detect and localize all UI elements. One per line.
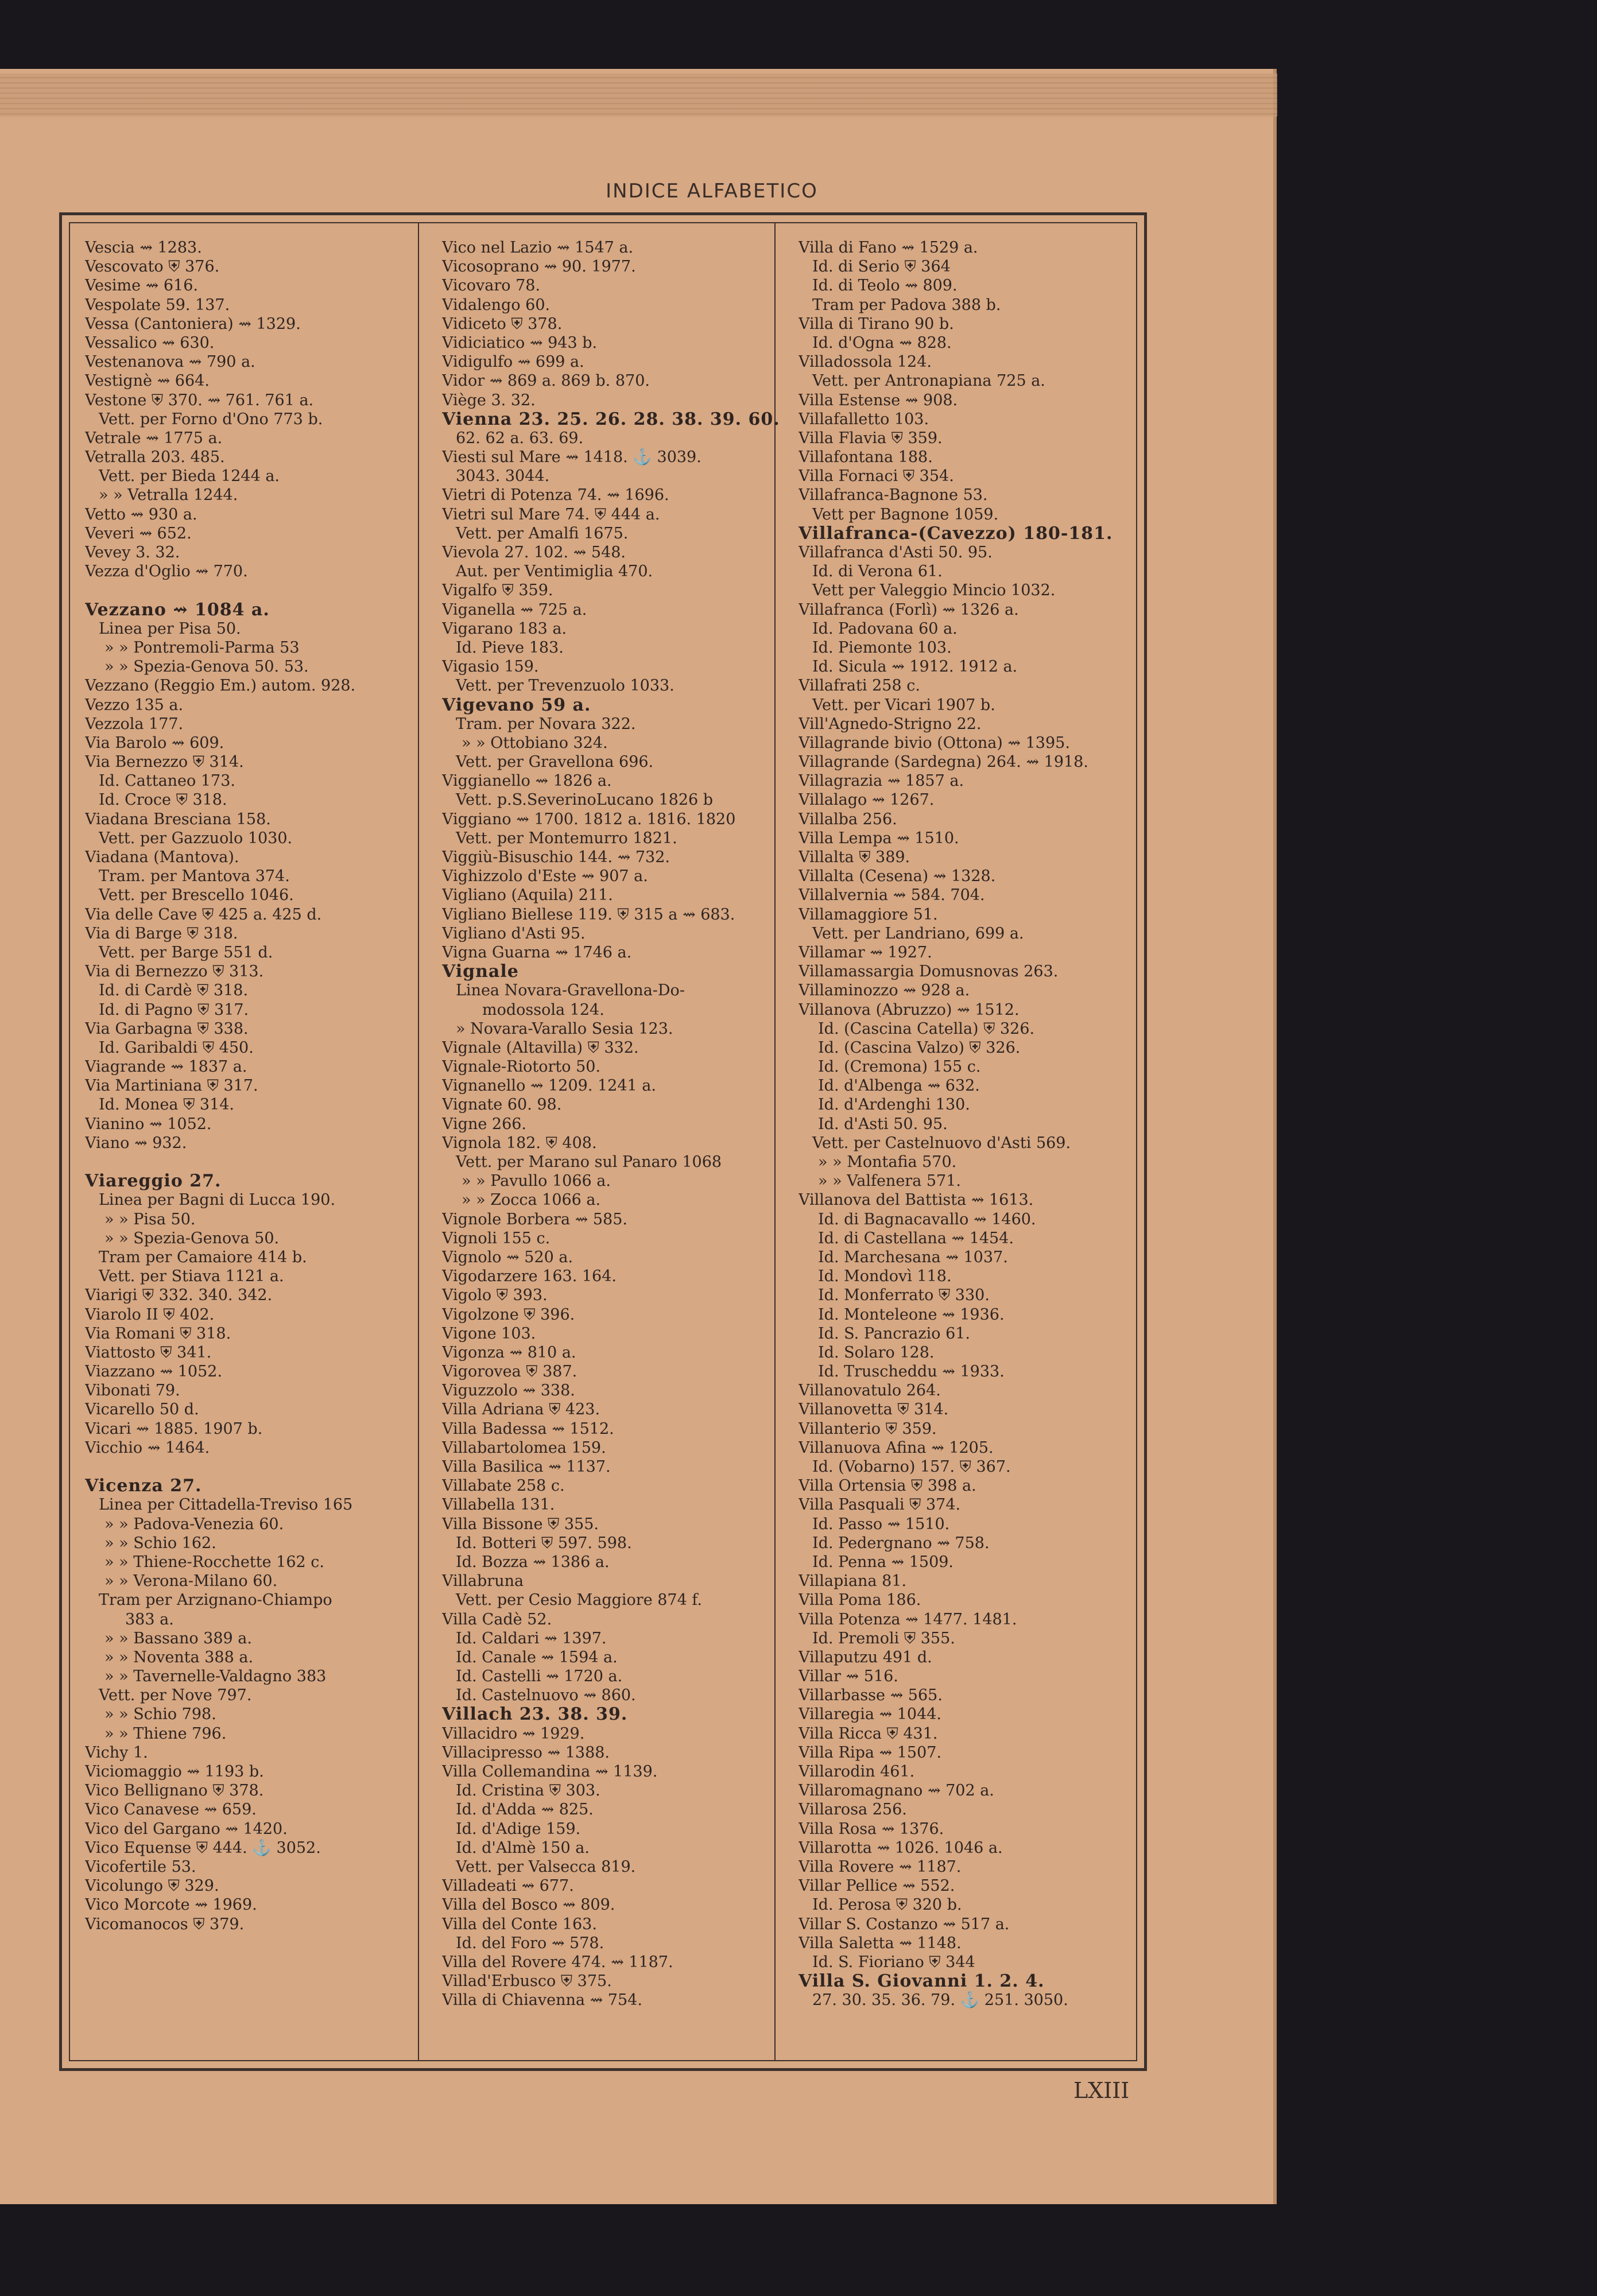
index-entry: Id. d'Adige 159. bbox=[456, 1820, 581, 1838]
index-entry: Villanova del Battista ⇝ 1613. bbox=[798, 1191, 1034, 1209]
index-entry: Villadeati ⇝ 677. bbox=[442, 1877, 574, 1895]
index-entry: » » Bassano 389 a. bbox=[104, 1629, 252, 1647]
index-entry: Vett. per Landriano, 699 a. bbox=[812, 924, 1024, 943]
index-entry: Id. d'Albenga ⇝ 632. bbox=[818, 1077, 980, 1095]
index-entry: Vett. per Montemurro 1821. bbox=[456, 829, 677, 847]
index-entry: Vezzano ⇝ 1084 a. bbox=[85, 599, 270, 620]
index-entry: Vezzano (Reggio Em.) autom. 928. bbox=[85, 677, 356, 695]
index-entry: Id. Premoli ⛨ 355. bbox=[812, 1629, 955, 1647]
index-entry: Villabate 258 c. bbox=[442, 1477, 565, 1495]
index-entry: Id. Monea ⛨ 314. bbox=[99, 1096, 235, 1114]
index-entry: Vibonati 79. bbox=[85, 1382, 180, 1400]
index-entry: Villafrati 258 c. bbox=[798, 677, 920, 695]
index-entry: Villabruna bbox=[442, 1572, 524, 1591]
index-entry: Veveri ⇝ 652. bbox=[85, 524, 192, 542]
index-entry: Vigalfo ⛨ 359. bbox=[442, 581, 553, 600]
index-entry: Villafranca-(Cavezzo) 180-181. bbox=[798, 523, 1113, 544]
index-entry: Villalta (Cesena) ⇝ 1328. bbox=[798, 867, 996, 886]
index-entry: Vett. per Gazzuolo 1030. bbox=[99, 829, 293, 847]
index-entry: Villalvernia ⇝ 584. 704. bbox=[798, 886, 985, 905]
index-entry: Vigone 103. bbox=[442, 1324, 536, 1343]
index-entry: Vett. per Gravellona 696. bbox=[456, 753, 654, 771]
index-entry: Via Martiniana ⛨ 317. bbox=[85, 1077, 258, 1095]
index-entry: Id. Castelnuovo ⇝ 860. bbox=[456, 1686, 636, 1705]
index-entry: Vigarano 183 a. bbox=[442, 619, 567, 638]
index-entry: Id. Piemonte 103. bbox=[812, 638, 952, 657]
index-entry bbox=[85, 1457, 424, 1476]
index-entry: Villar ⇝ 516. bbox=[798, 1667, 898, 1686]
index-entry: Id. di Verona 61. bbox=[812, 563, 943, 581]
index-entry: Villa Rosa ⇝ 1376. bbox=[798, 1820, 944, 1838]
index-entry: Vigne 266. bbox=[442, 1115, 527, 1133]
index-entry: » » Spezia-Genova 50. bbox=[104, 1229, 280, 1247]
index-entry: Vett. per Forno d'Ono 773 b. bbox=[99, 410, 323, 428]
index-entry: Vescia ⇝ 1283. bbox=[85, 239, 202, 257]
index-entry: Vicomanocos ⛨ 379. bbox=[85, 1915, 245, 1933]
index-entry: Villapiana 81. bbox=[798, 1572, 907, 1591]
index-entry: Villamar ⇝ 1927. bbox=[798, 943, 932, 961]
index-entry: Vignoli 155 c. bbox=[442, 1229, 551, 1247]
index-entry: Vett. per Antronapiana 725 a. bbox=[812, 372, 1045, 390]
index-entry: Villabartolomea 159. bbox=[442, 1438, 606, 1457]
index-entry: Via Bernezzo ⛨ 314. bbox=[85, 753, 244, 771]
index-entry: Vigevano 59 a. bbox=[442, 695, 591, 715]
index-entry: Villanovatulo 264. bbox=[798, 1382, 941, 1400]
index-entry: Villanterio ⛨ 359. bbox=[798, 1420, 937, 1438]
index-entry: Id. Pieve 183. bbox=[456, 638, 564, 657]
index-entry: Id. Mondovì 118. bbox=[818, 1267, 952, 1286]
index-entry: Id. (Cascina Catella) ⛨ 326. bbox=[818, 1019, 1035, 1038]
index-entry: Villalba 256. bbox=[798, 810, 897, 828]
index-entry: » » Padova-Venezia 60. bbox=[104, 1515, 284, 1533]
index-entry: Villafalletto 103. bbox=[798, 410, 929, 428]
index-entry: Id. Perosa ⛨ 320 b. bbox=[812, 1896, 962, 1914]
index-entry: Id. S. Pancrazio 61. bbox=[818, 1324, 971, 1343]
index-entry: Vico Bellignano ⛨ 378. bbox=[85, 1782, 264, 1800]
index-entry: Vett. per Castelnuovo d'Asti 569. bbox=[812, 1134, 1071, 1152]
index-entry: Tram. per Novara 322. bbox=[456, 715, 636, 733]
index-entry: Vico Canavese ⇝ 659. bbox=[85, 1801, 257, 1819]
index-entry: » » Spezia-Genova 50. 53. bbox=[104, 658, 309, 676]
index-entry: Villa di Tirano 90 b. bbox=[798, 315, 954, 333]
index-entry: » » Pavullo 1066 a. bbox=[462, 1172, 611, 1190]
index-entry: Vescovato ⛨ 376. bbox=[85, 258, 220, 276]
index-entry: Tram per Arzignano-Chiampo bbox=[99, 1591, 332, 1609]
index-entry: Vidor ⇝ 869 a. 869 b. 870. bbox=[442, 372, 650, 390]
index-entry: Villanuova Afina ⇝ 1205. bbox=[798, 1438, 994, 1457]
index-entry: Id. Monteleone ⇝ 1936. bbox=[818, 1305, 1005, 1324]
index-entry: Viadana Bresciana 158. bbox=[85, 810, 271, 828]
index-entry: Vett. per Nove 797. bbox=[99, 1686, 252, 1705]
index-entry: Vett per Valeggio Mincio 1032. bbox=[812, 581, 1056, 600]
index-entry: Vespolate 59. 137. bbox=[85, 296, 230, 314]
index-entry: Id. Bozza ⇝ 1386 a. bbox=[456, 1553, 610, 1571]
index-entry: » » Schio 798. bbox=[104, 1705, 216, 1724]
index-entry: Viguzzolo ⇝ 338. bbox=[442, 1382, 575, 1400]
index-entry: 27. 30. 35. 36. 79. ⚓ 251. 3050. bbox=[812, 1991, 1068, 2010]
index-entry: Villamaggiore 51. bbox=[798, 905, 938, 924]
index-entry: Villa Potenza ⇝ 1477. 1481. bbox=[798, 1610, 1017, 1628]
index-entry: Viareggio 27. bbox=[85, 1171, 222, 1192]
index-entry: Id. Cristina ⛨ 303. bbox=[456, 1782, 600, 1800]
index-entry: Via Garbagna ⛨ 338. bbox=[85, 1019, 249, 1038]
index-entry: Vignale-Riotorto 50. bbox=[442, 1058, 601, 1076]
index-entry: Vett. p.S.SeverinoLucano 1826 b bbox=[456, 791, 714, 809]
index-entry: Vigolo ⛨ 393. bbox=[442, 1286, 548, 1305]
index-entry: » » Thiene-Rocchette 162 c. bbox=[104, 1553, 324, 1571]
index-entry: Via di Bernezzo ⛨ 313. bbox=[85, 963, 264, 981]
index-entry: Villa Basilica ⇝ 1137. bbox=[442, 1458, 611, 1476]
index-entry: 3043. 3044. bbox=[456, 467, 550, 486]
index-entry: Villa Collemandina ⇝ 1139. bbox=[442, 1763, 658, 1781]
index-entry: Id. Passo ⇝ 1510. bbox=[812, 1515, 950, 1533]
index-entry: Villa del Bosco ⇝ 809. bbox=[442, 1896, 615, 1914]
index-entry: Villa Cadè 52. bbox=[442, 1610, 552, 1628]
index-entry: 62. 62 a. 63. 69. bbox=[456, 429, 584, 447]
index-entry: Villa Fornaci ⛨ 354. bbox=[798, 467, 954, 486]
index-entry bbox=[85, 1153, 424, 1172]
index-entry: » » Thiene 796. bbox=[104, 1724, 227, 1743]
index-entry: Vianino ⇝ 1052. bbox=[85, 1115, 212, 1133]
index-entry: Villamassargia Domusnovas 263. bbox=[798, 963, 1059, 981]
index-entry: Linea Novara-Gravellona-Do- bbox=[456, 982, 685, 1000]
index-entry: Viadana (Mantova). bbox=[85, 848, 239, 866]
index-entry: Linea per Cittadella-Treviso 165 bbox=[99, 1496, 353, 1514]
index-column-2 bbox=[442, 238, 781, 2058]
index-entry: » » Pontremoli-Parma 53 bbox=[104, 638, 300, 657]
index-entry: Villaputzu 491 d. bbox=[798, 1648, 932, 1666]
index-entry: Vicarello 50 d. bbox=[85, 1401, 199, 1419]
index-entry: Villa di Chiavenna ⇝ 754. bbox=[442, 1991, 642, 2010]
index-entry: Vestenanova ⇝ 790 a. bbox=[85, 353, 255, 371]
index-entry: Vicofertile 53. bbox=[85, 1857, 196, 1876]
index-entry: Vichy 1. bbox=[85, 1743, 148, 1762]
index-entry: » » Verona-Milano 60. bbox=[104, 1572, 278, 1591]
index-entry: Villadossola 124. bbox=[798, 353, 932, 371]
index-entry: Vigodarzere 163. 164. bbox=[442, 1267, 617, 1286]
index-entry: Vicosoprano ⇝ 90. 1977. bbox=[442, 258, 636, 276]
index-entry: Vigliano Biellese 119. ⛨ 315 a ⇝ 683. bbox=[442, 905, 735, 924]
index-entry: Vett. per Trevenzuolo 1033. bbox=[456, 677, 675, 695]
index-entry: Villa Estense ⇝ 908. bbox=[798, 391, 958, 409]
index-entry: Vevey 3. 32. bbox=[85, 544, 180, 561]
index-entry: Villafontana 188. bbox=[798, 448, 933, 467]
index-entry: Villanova (Abruzzo) ⇝ 1512. bbox=[798, 1000, 1020, 1019]
index-entry: Vigliano d'Asti 95. bbox=[442, 924, 586, 943]
index-entry: » » Noventa 388 a. bbox=[104, 1648, 254, 1666]
index-entry: Vett. per Cesio Maggiore 874 f. bbox=[456, 1591, 702, 1609]
index-entry: Vetto ⇝ 930 a. bbox=[85, 505, 197, 523]
index-entry: Viarolo II ⛨ 402. bbox=[85, 1305, 215, 1324]
index-entry: » » Montafia 570. bbox=[818, 1153, 957, 1171]
index-entry: Id. Caldari ⇝ 1397. bbox=[456, 1629, 607, 1647]
index-entry: Vezzo 135 a. bbox=[85, 696, 184, 714]
index-entry: » » Ottobiano 324. bbox=[462, 734, 608, 752]
index-entry: Id. Croce ⛨ 318. bbox=[99, 791, 227, 809]
index-entry: Villalago ⇝ 1267. bbox=[798, 791, 935, 809]
index-entry: Vienna 23. 25. 26. 28. 38. 39. 60. bbox=[442, 409, 780, 429]
index-entry: Vignale (Altavilla) ⛨ 332. bbox=[442, 1038, 639, 1057]
index-entry: Viagrande ⇝ 1837 a. bbox=[85, 1058, 247, 1076]
index-entry: Vignanello ⇝ 1209. 1241 a. bbox=[442, 1077, 656, 1095]
index-frame bbox=[59, 212, 1147, 2071]
index-entry: Via delle Cave ⛨ 425 a. 425 d. bbox=[85, 905, 322, 924]
index-entry: Vighizzolo d'Este ⇝ 907 a. bbox=[442, 867, 648, 886]
index-entry: Aut. per Ventimiglia 470. bbox=[456, 563, 653, 581]
index-entry: Villa Flavia ⛨ 359. bbox=[798, 429, 943, 447]
index-entry: Vidigulfo ⇝ 699 a. bbox=[442, 353, 584, 371]
index-entry: Vessalico ⇝ 630. bbox=[85, 333, 215, 352]
index-entry: Linea per Pisa 50. bbox=[99, 619, 241, 638]
index-entry: Vignola 182. ⛨ 408. bbox=[442, 1134, 597, 1152]
index-entry: Vetrale ⇝ 1775 a. bbox=[85, 429, 223, 447]
index-entry: Villa Adriana ⛨ 423. bbox=[442, 1401, 600, 1419]
index-entry: » » Valfenera 571. bbox=[818, 1172, 961, 1190]
index-entry: Vett. per Barge 551 d. bbox=[99, 943, 273, 961]
index-entry: Viattosto ⛨ 341. bbox=[85, 1343, 212, 1362]
index-entry: Id. Sicula ⇝ 1912. 1912 a. bbox=[812, 658, 1018, 676]
index-entry: Viggianello ⇝ 1826 a. bbox=[442, 772, 612, 790]
index-entry: Tram. per Mantova 374. bbox=[99, 867, 290, 886]
index-entry: Villar Pellice ⇝ 552. bbox=[798, 1877, 955, 1895]
index-entry: Id. (Vobarno) 157. ⛨ 367. bbox=[812, 1458, 1011, 1476]
index-entry: Villarbasse ⇝ 565. bbox=[798, 1686, 943, 1705]
index-entry: Id. Penna ⇝ 1509. bbox=[812, 1553, 954, 1571]
index-entry: » » Schio 162. bbox=[104, 1534, 216, 1552]
index-entry: modossola 124. bbox=[482, 1000, 604, 1019]
index-entry: Villacidro ⇝ 1929. bbox=[442, 1724, 585, 1743]
index-entry: Villach 23. 38. 39. bbox=[442, 1704, 628, 1725]
index-entry: Id. di Serio ⛨ 364 bbox=[812, 258, 951, 276]
index-entry: Viganella ⇝ 725 a. bbox=[442, 600, 587, 619]
index-entry: 383 a. bbox=[125, 1610, 174, 1628]
index-entry: Viano ⇝ 932. bbox=[85, 1134, 187, 1152]
index-entry: Id. d'Adda ⇝ 825. bbox=[456, 1801, 594, 1819]
index-entry: Id. Castelli ⇝ 1720 a. bbox=[456, 1667, 623, 1686]
index-entry: Id. di Bagnacavallo ⇝ 1460. bbox=[818, 1210, 1036, 1228]
index-entry: Viggiano ⇝ 1700. 1812 a. 1816. 1820 bbox=[442, 810, 736, 828]
index-entry: Vett. per Marano sul Panaro 1068 bbox=[456, 1153, 722, 1171]
index-entry: Villanovetta ⛨ 314. bbox=[798, 1401, 949, 1419]
index-entry: » » Vetralla 1244. bbox=[99, 486, 238, 505]
index-entry: Villa Pasquali ⛨ 374. bbox=[798, 1496, 961, 1514]
index-entry: Id. Cattaneo 173. bbox=[99, 772, 235, 790]
index-entry: Villa Ricca ⛨ 431. bbox=[798, 1724, 938, 1743]
index-entry: Id. Botteri ⛨ 597. 598. bbox=[456, 1534, 632, 1552]
index-entry: Id. Marchesana ⇝ 1037. bbox=[818, 1248, 1008, 1266]
index-entry bbox=[85, 581, 424, 600]
index-entry: Vidiciatico ⇝ 943 b. bbox=[442, 333, 598, 352]
index-entry: Id. d'Almè 150 a. bbox=[456, 1839, 590, 1857]
index-entry: Vestignè ⇝ 664. bbox=[85, 372, 210, 390]
index-entry: Vett. per Valsecca 819. bbox=[456, 1857, 636, 1876]
index-entry: Id. d'Asti 50. 95. bbox=[818, 1115, 948, 1133]
index-entry: Vigolzone ⛨ 396. bbox=[442, 1305, 575, 1324]
index-entry: Villagrazia ⇝ 1857 a. bbox=[798, 772, 964, 790]
index-entry: Vett. per Brescello 1046. bbox=[99, 886, 294, 905]
index-entry: Villa del Rovere 474. ⇝ 1187. bbox=[442, 1953, 673, 1971]
index-entry: Vietri sul Mare 74. ⛨ 444 a. bbox=[442, 505, 660, 523]
index-entry: Villacipresso ⇝ 1388. bbox=[442, 1743, 610, 1762]
index-entry: » » Tavernelle-Valdagno 383 bbox=[104, 1667, 327, 1686]
index-entry: Id. S. Fioriano ⛨ 344 bbox=[812, 1953, 975, 1971]
index-entry: Vignate 60. 98. bbox=[442, 1096, 562, 1114]
index-entry: Vigorovea ⛨ 387. bbox=[442, 1363, 577, 1381]
index-entry: Villarosa 256. bbox=[798, 1801, 907, 1819]
index-column-1 bbox=[85, 238, 424, 2058]
index-entry: Vigna Guarna ⇝ 1746 a. bbox=[442, 943, 632, 961]
index-entry: Vicchio ⇝ 1464. bbox=[85, 1438, 210, 1457]
index-entry: Id. Pedergnano ⇝ 758. bbox=[812, 1534, 990, 1552]
index-entry: Vett per Bagnone 1059. bbox=[812, 505, 999, 523]
index-entry: Vidalengo 60. bbox=[442, 296, 551, 314]
index-entry: Villabella 131. bbox=[442, 1496, 555, 1514]
index-entry: Villaromagnano ⇝ 702 a. bbox=[798, 1782, 994, 1800]
index-entry: Villar S. Costanzo ⇝ 517 a. bbox=[798, 1915, 1010, 1933]
index-entry: Villa Lempa ⇝ 1510. bbox=[798, 829, 959, 847]
index-entry: Id. Truscheddu ⇝ 1933. bbox=[818, 1363, 1005, 1381]
index-entry: Viazzano ⇝ 1052. bbox=[85, 1363, 223, 1381]
index-entry: Vett. per Amalfi 1675. bbox=[456, 524, 629, 542]
index-entry: Villaminozzo ⇝ 928 a. bbox=[798, 982, 970, 1000]
index-entry: Vessa (Cantoniera) ⇝ 1329. bbox=[85, 315, 301, 333]
index-entry: Id. di Teolo ⇝ 809. bbox=[812, 277, 958, 295]
index-entry: Villarotta ⇝ 1026. 1046 a. bbox=[798, 1839, 1003, 1857]
index-entry: Vicolungo ⛨ 329. bbox=[85, 1877, 219, 1895]
index-entry: Villa S. Giovanni 1. 2. 4. bbox=[798, 1971, 1045, 1992]
index-entry: Vill'Agnedo-Strigno 22. bbox=[798, 715, 982, 733]
index-entry: Id. d'Ogna ⇝ 828. bbox=[812, 333, 952, 352]
index-entry: Id. (Cremona) 155 c. bbox=[818, 1058, 981, 1076]
index-entry: Villa Badessa ⇝ 1512. bbox=[442, 1420, 614, 1438]
index-entry: » » Zocca 1066 a. bbox=[462, 1191, 601, 1209]
index-entry: Tram per Camaiore 414 b. bbox=[99, 1248, 307, 1266]
index-entry: Vezza d'Oglio ⇝ 770. bbox=[85, 563, 248, 581]
index-entry: Vicenza 27. bbox=[85, 1476, 202, 1496]
index-entry: Vestone ⛨ 370. ⇝ 761. 761 a. bbox=[85, 391, 314, 409]
index-entry: Villa Poma 186. bbox=[798, 1591, 921, 1609]
index-entry: Via Barolo ⇝ 609. bbox=[85, 734, 224, 752]
index-entry: Id. di Cardè ⛨ 318. bbox=[99, 982, 249, 1000]
index-entry: Vico del Gargano ⇝ 1420. bbox=[85, 1820, 288, 1838]
index-entry: Id. Monferrato ⛨ 330. bbox=[818, 1286, 990, 1305]
index-entry: Vigonza ⇝ 810 a. bbox=[442, 1343, 576, 1362]
index-entry: Via Romani ⛨ 318. bbox=[85, 1324, 231, 1343]
index-entry: Villa Bissone ⛨ 355. bbox=[442, 1515, 599, 1533]
index-entry: Villarodin 461. bbox=[798, 1763, 915, 1781]
page-number: LXIII bbox=[1073, 2078, 1130, 2103]
index-entry: Viesti sul Mare ⇝ 1418. ⚓ 3039. bbox=[442, 448, 701, 467]
index-entry: Via di Barge ⛨ 318. bbox=[85, 924, 238, 943]
index-entry: Villa di Fano ⇝ 1529 a. bbox=[798, 239, 978, 257]
index-entry: Vignale bbox=[442, 961, 519, 982]
page-header: INDICE ALFABETICO bbox=[606, 180, 818, 203]
index-entry: Id. di Castellana ⇝ 1454. bbox=[818, 1229, 1014, 1247]
index-entry: Id. Solaro 128. bbox=[818, 1343, 935, 1362]
index-entry: Vico Morcote ⇝ 1969. bbox=[85, 1896, 257, 1914]
index-entry: Villa Ortensia ⛨ 398 a. bbox=[798, 1477, 976, 1495]
index-entry: Villalta ⛨ 389. bbox=[798, 848, 910, 866]
index-entry: Villafranca-Bagnone 53. bbox=[798, 486, 988, 505]
index-entry: Vett. per Bieda 1244 a. bbox=[99, 467, 280, 486]
index-entry: » Novara-Varallo Sesia 123. bbox=[456, 1019, 673, 1038]
index-entry: Vigliano (Aquila) 211. bbox=[442, 886, 613, 905]
index-entry: Linea per Bagni di Lucca 190. bbox=[99, 1191, 336, 1209]
index-entry: Villaregia ⇝ 1044. bbox=[798, 1705, 942, 1724]
index-entry: Viciomaggio ⇝ 1193 b. bbox=[85, 1763, 264, 1781]
index-entry: Villad'Erbusco ⛨ 375. bbox=[442, 1972, 612, 1991]
index-entry: Id. di Pagno ⛨ 317. bbox=[99, 1000, 249, 1019]
index-entry: Villa del Conte 163. bbox=[442, 1915, 597, 1933]
index-entry: Villa Ripa ⇝ 1507. bbox=[798, 1743, 942, 1762]
index-entry: Villa Saletta ⇝ 1148. bbox=[798, 1934, 962, 1952]
index-entry: Viège 3. 32. bbox=[442, 391, 536, 409]
index-entry: Viggiù-Bisuschio 144. ⇝ 732. bbox=[442, 848, 670, 866]
index-entry: Vico Equense ⛨ 444. ⚓ 3052. bbox=[85, 1839, 321, 1857]
index-entry: Vignolo ⇝ 520 a. bbox=[442, 1248, 573, 1266]
index-entry: Vezzola 177. bbox=[85, 715, 184, 733]
index-entry: Villagrande (Sardegna) 264. ⇝ 1918. bbox=[798, 753, 1088, 771]
index-entry: Vetralla 203. 485. bbox=[85, 448, 225, 467]
page-edges bbox=[0, 73, 1277, 117]
index-entry: Vicovaro 78. bbox=[442, 277, 541, 295]
index-entry: Vigasio 159. bbox=[442, 658, 539, 676]
index-entry: Villafranca (Forlì) ⇝ 1326 a. bbox=[798, 600, 1019, 619]
index-entry: Vietri di Potenza 74. ⇝ 1696. bbox=[442, 486, 669, 505]
index-entry: Id. Canale ⇝ 1594 a. bbox=[456, 1648, 618, 1666]
index-entry: Id. del Foro ⇝ 578. bbox=[456, 1934, 604, 1952]
index-entry: Id. d'Ardenghi 130. bbox=[818, 1096, 970, 1114]
index-column-3 bbox=[798, 238, 1137, 2058]
index-entry: Vidiceto ⛨ 378. bbox=[442, 315, 563, 333]
index-entry: Tram per Padova 388 b. bbox=[812, 296, 1001, 314]
index-entry: Vignole Borbera ⇝ 585. bbox=[442, 1210, 627, 1228]
index-entry: Vesime ⇝ 616. bbox=[85, 277, 198, 295]
index-entry: Id. Padovana 60 a. bbox=[812, 619, 958, 638]
index-entry: Id. Garibaldi ⛨ 450. bbox=[99, 1038, 254, 1057]
index-entry: Vett. per Vicari 1907 b. bbox=[812, 696, 995, 714]
index-entry: Villa Rovere ⇝ 1187. bbox=[798, 1857, 962, 1876]
index-entry: Viarigi ⛨ 332. 340. 342. bbox=[85, 1286, 273, 1305]
index-entry: Vievola 27. 102. ⇝ 548. bbox=[442, 544, 626, 561]
index-entry: Vett. per Stiava 1121 a. bbox=[99, 1267, 284, 1286]
index-entry: Vico nel Lazio ⇝ 1547 a. bbox=[442, 239, 634, 257]
index-entry: Villafranca d'Asti 50. 95. bbox=[798, 544, 993, 561]
index-entry: » » Pisa 50. bbox=[104, 1210, 196, 1228]
index-entry: Id. (Cascina Valzo) ⛨ 326. bbox=[818, 1038, 1021, 1057]
index-entry: Villagrande bivio (Ottona) ⇝ 1395. bbox=[798, 734, 1070, 752]
index-entry: Vicari ⇝ 1885. 1907 b. bbox=[85, 1420, 263, 1438]
